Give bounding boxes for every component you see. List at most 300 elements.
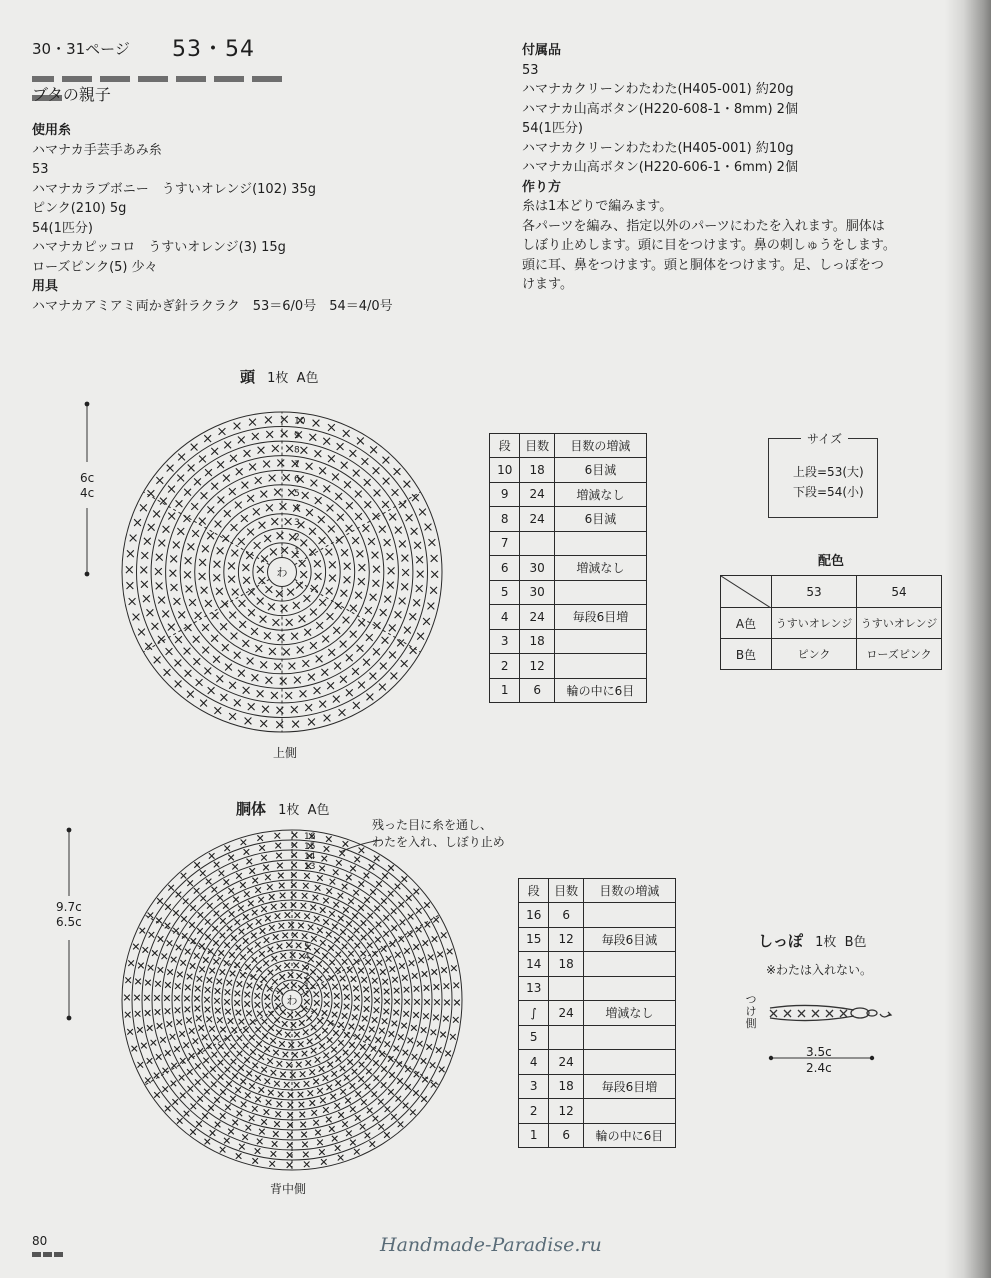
sc-stitch	[417, 633, 424, 640]
size-caption: サイズ	[801, 430, 848, 447]
table-cell: 18	[549, 952, 583, 977]
sc-stitch	[289, 663, 296, 670]
sc-stitch	[197, 976, 203, 982]
table-cell: 2	[490, 654, 520, 679]
sc-stitch	[285, 912, 291, 918]
sc-stitch	[246, 1011, 252, 1017]
sc-stitch	[231, 550, 238, 557]
table-row	[519, 1050, 676, 1075]
sc-stitch	[261, 556, 268, 563]
sc-stitch	[215, 988, 221, 994]
sc-stitch	[213, 574, 220, 581]
sc-stitch	[257, 566, 264, 573]
sc-stitch	[228, 576, 235, 583]
sc-stitch	[285, 692, 292, 699]
sc-stitch	[185, 985, 191, 991]
sc-stitch	[363, 659, 370, 666]
sc-stitch	[355, 1091, 361, 1097]
sc-stitch	[225, 664, 232, 671]
head-title: 頭	[240, 368, 256, 386]
round-number-label: 15	[304, 842, 316, 852]
sc-stitch	[403, 1050, 409, 1056]
table-row	[490, 531, 647, 556]
sc-stitch	[341, 590, 348, 597]
sc-stitch	[413, 1090, 419, 1096]
table-cell: 24	[520, 605, 554, 630]
sc-stitch	[156, 477, 163, 484]
sc-stitch	[246, 1125, 252, 1131]
table-row	[519, 927, 676, 952]
sc-stitch	[292, 832, 298, 838]
sc-stitch	[327, 682, 334, 689]
sc-stitch	[352, 913, 358, 919]
yarn-line: ハマナカピッコロ うすいオレンジ(3) 15g	[32, 240, 286, 255]
sc-stitch	[242, 1134, 248, 1140]
sc-stitch	[378, 1099, 384, 1105]
sc-stitch	[224, 846, 230, 852]
sc-stitch	[191, 444, 198, 451]
color-table	[720, 575, 942, 670]
sc-stitch	[200, 870, 206, 876]
body-note-line: わたを入れ、しぼり止め	[372, 835, 505, 849]
sc-stitch	[272, 445, 279, 452]
sc-stitch	[238, 1065, 244, 1071]
sc-stitch	[203, 1058, 209, 1064]
sc-stitch	[263, 461, 270, 468]
sc-stitch	[157, 898, 163, 904]
size-legend	[768, 432, 878, 518]
sc-stitch	[264, 937, 270, 943]
sc-stitch	[266, 586, 273, 593]
sc-stitch	[291, 982, 297, 988]
sc-stitch	[222, 535, 229, 542]
sc-stitch	[198, 1025, 204, 1031]
sc-stitch	[279, 974, 285, 980]
sc-stitch	[182, 933, 188, 939]
round-number-label: 5	[304, 942, 310, 952]
sc-stitch	[158, 936, 164, 942]
sc-stitch	[326, 588, 333, 595]
sc-stitch	[422, 1077, 428, 1083]
sc-stitch	[273, 1050, 279, 1056]
sc-stitch	[316, 622, 323, 629]
sc-stitch	[320, 1098, 326, 1104]
sc-stitch	[215, 1008, 221, 1014]
sc-stitch	[432, 969, 438, 975]
table-header: 段	[519, 879, 549, 903]
sc-stitch	[411, 1025, 417, 1031]
sc-stitch	[181, 873, 187, 879]
sc-stitch	[358, 905, 364, 911]
sc-stitch	[277, 707, 284, 714]
sc-stitch	[217, 979, 223, 985]
sc-stitch	[247, 983, 253, 989]
tail-side-label: つけ側	[745, 993, 757, 1030]
sc-stitch	[224, 1052, 230, 1058]
sc-stitch	[311, 936, 317, 942]
sc-stitch	[403, 1103, 409, 1109]
sc-stitch	[252, 957, 258, 963]
sc-stitch	[229, 713, 236, 720]
sc-stitch	[404, 481, 411, 488]
sc-stitch	[349, 1024, 355, 1030]
sc-stitch	[374, 1007, 380, 1013]
sc-stitch	[127, 582, 134, 589]
sc-stitch	[180, 1093, 186, 1099]
sc-stitch	[304, 999, 310, 1005]
sc-stitch	[342, 884, 348, 890]
sc-stitch	[231, 633, 238, 640]
sc-stitch	[206, 1017, 212, 1023]
table-cell: 30	[520, 580, 554, 605]
sc-stitch	[333, 902, 339, 908]
sc-stitch	[444, 983, 450, 989]
sc-stitch	[414, 986, 420, 992]
sc-stitch	[323, 438, 330, 445]
sc-stitch	[416, 908, 422, 914]
sc-stitch	[347, 1059, 353, 1065]
sc-stitch	[395, 884, 401, 890]
sc-stitch	[303, 1029, 309, 1035]
sc-stitch	[244, 891, 250, 897]
table-cell: 16	[519, 903, 549, 928]
sc-stitch	[373, 1116, 379, 1122]
sc-stitch	[372, 552, 379, 559]
sc-stitch	[281, 605, 288, 612]
sc-stitch	[300, 1071, 306, 1077]
sc-stitch	[200, 896, 206, 902]
sc-stitch	[327, 613, 334, 620]
sc-stitch	[240, 1079, 246, 1085]
sc-stitch	[285, 1032, 291, 1038]
sc-stitch	[176, 892, 182, 898]
table-row	[519, 1025, 676, 1050]
sc-stitch	[411, 528, 418, 535]
sc-stitch	[277, 532, 284, 539]
sc-stitch	[255, 993, 261, 999]
sc-stitch	[299, 1102, 305, 1108]
sc-stitch	[350, 1083, 356, 1089]
sc-stitch	[286, 619, 293, 626]
sc-stitch	[412, 973, 418, 979]
sc-stitch	[237, 1035, 243, 1041]
table-cell: 3	[490, 629, 520, 654]
sc-stitch	[220, 969, 226, 975]
sc-stitch	[319, 537, 326, 544]
sc-stitch	[149, 932, 155, 938]
sc-stitch	[319, 866, 325, 872]
yarn-line: 54(1匹分)	[32, 220, 93, 236]
sc-stitch	[259, 1087, 265, 1093]
sc-stitch	[175, 681, 182, 688]
sc-stitch	[155, 1009, 161, 1015]
table-cell: 6	[490, 556, 520, 581]
sc-stitch	[322, 1010, 328, 1016]
sc-stitch	[379, 526, 386, 533]
table-cell: 4	[519, 1050, 549, 1075]
sc-stitch	[398, 1122, 404, 1128]
sc-stitch	[279, 883, 285, 889]
sc-stitch	[316, 961, 322, 967]
sc-stitch	[217, 895, 223, 901]
sc-stitch	[280, 678, 287, 685]
sc-stitch	[231, 1059, 237, 1065]
sc-stitch	[155, 568, 162, 575]
sc-stitch	[140, 567, 147, 574]
sc-stitch	[367, 943, 373, 949]
sc-stitch	[343, 430, 350, 437]
sc-stitch	[235, 502, 242, 509]
sc-stitch	[343, 907, 349, 913]
sc-stitch	[228, 563, 235, 570]
sc-stitch	[314, 687, 321, 694]
sc-stitch	[378, 1124, 384, 1130]
yarn-line: ピンク(210) 5g	[32, 201, 127, 216]
round-number-label: 8	[294, 445, 300, 456]
sc-stitch	[252, 433, 259, 440]
sc-stitch	[373, 648, 380, 655]
accessory-line: 54(1匹分)	[522, 121, 583, 136]
sc-stitch	[273, 1131, 279, 1137]
sc-stitch	[304, 1162, 310, 1168]
sc-stitch	[299, 560, 306, 567]
sc-stitch	[165, 904, 171, 910]
sc-stitch	[177, 972, 183, 978]
sc-stitch	[234, 1000, 240, 1006]
table-cell: 24	[520, 507, 554, 532]
sc-stitch	[218, 1074, 224, 1080]
round-number-label: 1	[304, 982, 310, 992]
color-row-label: A色	[721, 608, 772, 639]
table-row	[490, 605, 647, 630]
sc-stitch	[329, 561, 336, 568]
sc-stitch	[335, 1080, 341, 1086]
head-dim-big: 6c	[80, 471, 95, 485]
table-cell: 15	[519, 927, 549, 952]
table-row	[490, 678, 647, 703]
sc-stitch	[246, 1071, 252, 1077]
sc-stitch	[241, 840, 247, 846]
sc-stitch	[319, 1149, 325, 1155]
sc-stitch	[237, 1051, 243, 1057]
sc-stitch	[256, 919, 262, 925]
sc-stitch	[382, 979, 388, 985]
table-cell	[554, 654, 646, 679]
sc-stitch	[163, 1068, 169, 1074]
sc-stitch	[309, 528, 316, 535]
sc-stitch	[125, 977, 131, 983]
sc-stitch	[156, 583, 163, 590]
sc-stitch	[274, 1017, 280, 1023]
sc-stitch	[191, 1104, 197, 1110]
sc-stitch	[261, 855, 267, 861]
sc-stitch	[406, 895, 412, 901]
sc-stitch	[243, 1043, 249, 1049]
sc-stitch	[360, 1044, 366, 1050]
sc-stitch	[431, 571, 438, 578]
sc-stitch	[354, 928, 360, 934]
sc-stitch	[138, 1062, 144, 1068]
sc-stitch	[311, 1025, 317, 1031]
sc-stitch	[199, 456, 206, 463]
sc-stitch	[268, 970, 274, 976]
sc-stitch	[261, 976, 267, 982]
sc-stitch	[350, 450, 357, 457]
footer-rule	[32, 1252, 64, 1258]
page-reference: 30・31ページ	[32, 40, 130, 58]
sc-stitch	[395, 527, 402, 534]
sc-stitch	[274, 1121, 280, 1127]
sc-stitch	[327, 1037, 333, 1043]
sc-stitch	[315, 450, 322, 457]
sc-stitch	[384, 999, 390, 1005]
sc-stitch	[269, 894, 275, 900]
sc-stitch	[317, 928, 323, 934]
sc-stitch	[389, 1072, 395, 1078]
sc-stitch	[338, 1040, 344, 1046]
sc-stitch	[184, 489, 191, 496]
sc-stitch	[314, 992, 320, 998]
sc-stitch	[444, 1000, 450, 1006]
sc-stitch	[350, 1140, 356, 1146]
sc-stitch	[191, 503, 198, 510]
sc-stitch	[362, 458, 369, 465]
sc-stitch	[202, 1113, 208, 1119]
sc-stitch	[346, 502, 353, 509]
sc-stitch	[329, 975, 335, 981]
sc-stitch	[249, 868, 255, 874]
accessories-block	[522, 41, 896, 295]
sc-stitch	[310, 609, 317, 616]
table-header: 目数の増減	[583, 879, 675, 903]
table-cell: ∫	[519, 1001, 549, 1026]
table-row	[519, 1123, 676, 1148]
sc-stitch	[319, 1066, 325, 1072]
sc-stitch	[273, 619, 280, 626]
sc-stitch	[319, 599, 326, 606]
sc-stitch	[210, 1066, 216, 1072]
sc-stitch	[315, 1034, 321, 1040]
body-title: 胴体	[236, 800, 267, 818]
sc-stitch	[383, 915, 389, 921]
sc-stitch	[143, 947, 149, 953]
head-chart-title	[240, 366, 318, 387]
sc-stitch	[391, 908, 397, 914]
sc-stitch	[305, 704, 312, 711]
sc-stitch	[138, 963, 144, 969]
sc-stitch	[195, 1006, 201, 1012]
sc-stitch	[394, 988, 400, 994]
sc-stitch	[342, 1121, 348, 1127]
sc-stitch	[224, 510, 231, 517]
sc-stitch	[171, 584, 178, 591]
sc-stitch	[335, 967, 341, 973]
sc-stitch	[199, 518, 206, 525]
sc-stitch	[190, 963, 196, 969]
yarn-heading: 使用糸	[32, 123, 72, 138]
sc-stitch	[229, 682, 236, 689]
sc-stitch	[359, 848, 365, 854]
sc-stitch	[209, 853, 215, 859]
sc-stitch	[226, 1081, 232, 1087]
sc-stitch	[217, 547, 224, 554]
sc-stitch	[260, 661, 267, 668]
sc-stitch	[315, 885, 321, 891]
sc-stitch	[147, 1058, 153, 1064]
table-cell: 18	[549, 1074, 583, 1099]
sc-stitch	[297, 973, 303, 979]
sc-stitch	[380, 969, 386, 975]
sc-stitch	[239, 621, 246, 628]
sc-stitch	[266, 1100, 272, 1106]
sc-stitch	[264, 535, 271, 542]
sc-stitch	[212, 1052, 218, 1058]
sc-stitch	[287, 1162, 293, 1168]
round-number-label: 16	[304, 832, 316, 842]
sc-stitch	[321, 669, 328, 676]
sc-stitch	[269, 648, 276, 655]
sc-stitch	[352, 668, 359, 675]
sc-stitch	[148, 913, 154, 919]
sc-stitch	[201, 492, 208, 499]
sc-stitch	[293, 602, 300, 609]
yarn-line: ハマナカ手芸手あみ糸	[32, 142, 162, 158]
sc-stitch	[374, 856, 380, 862]
sc-stitch	[327, 1085, 333, 1091]
sc-stitch	[412, 1054, 418, 1060]
sc-stitch	[445, 1051, 451, 1057]
sc-stitch	[392, 1021, 398, 1027]
sc-stitch	[243, 687, 250, 694]
sc-stitch	[358, 620, 365, 627]
sc-stitch	[281, 430, 288, 437]
sc-stitch	[186, 1018, 192, 1024]
sc-stitch	[314, 1000, 320, 1006]
sc-stitch	[429, 539, 436, 546]
sc-stitch	[195, 1063, 201, 1069]
sc-stitch	[174, 598, 181, 605]
sc-stitch	[260, 720, 267, 727]
body-round-table	[518, 878, 676, 1148]
sc-stitch	[228, 1018, 234, 1024]
sc-stitch	[188, 543, 195, 550]
table-row	[519, 903, 676, 928]
sc-stitch	[153, 511, 160, 518]
table-cell: 18	[520, 458, 554, 483]
sc-stitch	[220, 1147, 226, 1153]
sc-stitch	[267, 1058, 273, 1064]
sc-stitch	[421, 1058, 427, 1064]
sc-stitch	[236, 945, 242, 951]
body-count: 1枚	[278, 803, 300, 818]
sc-stitch	[255, 942, 261, 948]
table-cell: 10	[490, 458, 520, 483]
sc-stitch	[158, 540, 165, 547]
sc-stitch	[439, 1067, 445, 1073]
sc-stitch	[274, 663, 281, 670]
method-text	[522, 197, 896, 295]
sc-stitch	[205, 1007, 211, 1013]
sc-stitch	[179, 1075, 185, 1081]
sc-stitch	[343, 1050, 349, 1056]
table-cell: 24	[549, 1001, 583, 1026]
sc-stitch	[383, 478, 390, 485]
sc-stitch	[334, 1103, 340, 1109]
sc-stitch	[423, 1013, 429, 1019]
sc-stitch	[162, 954, 168, 960]
sc-stitch	[211, 448, 218, 455]
sc-stitch	[242, 640, 249, 647]
